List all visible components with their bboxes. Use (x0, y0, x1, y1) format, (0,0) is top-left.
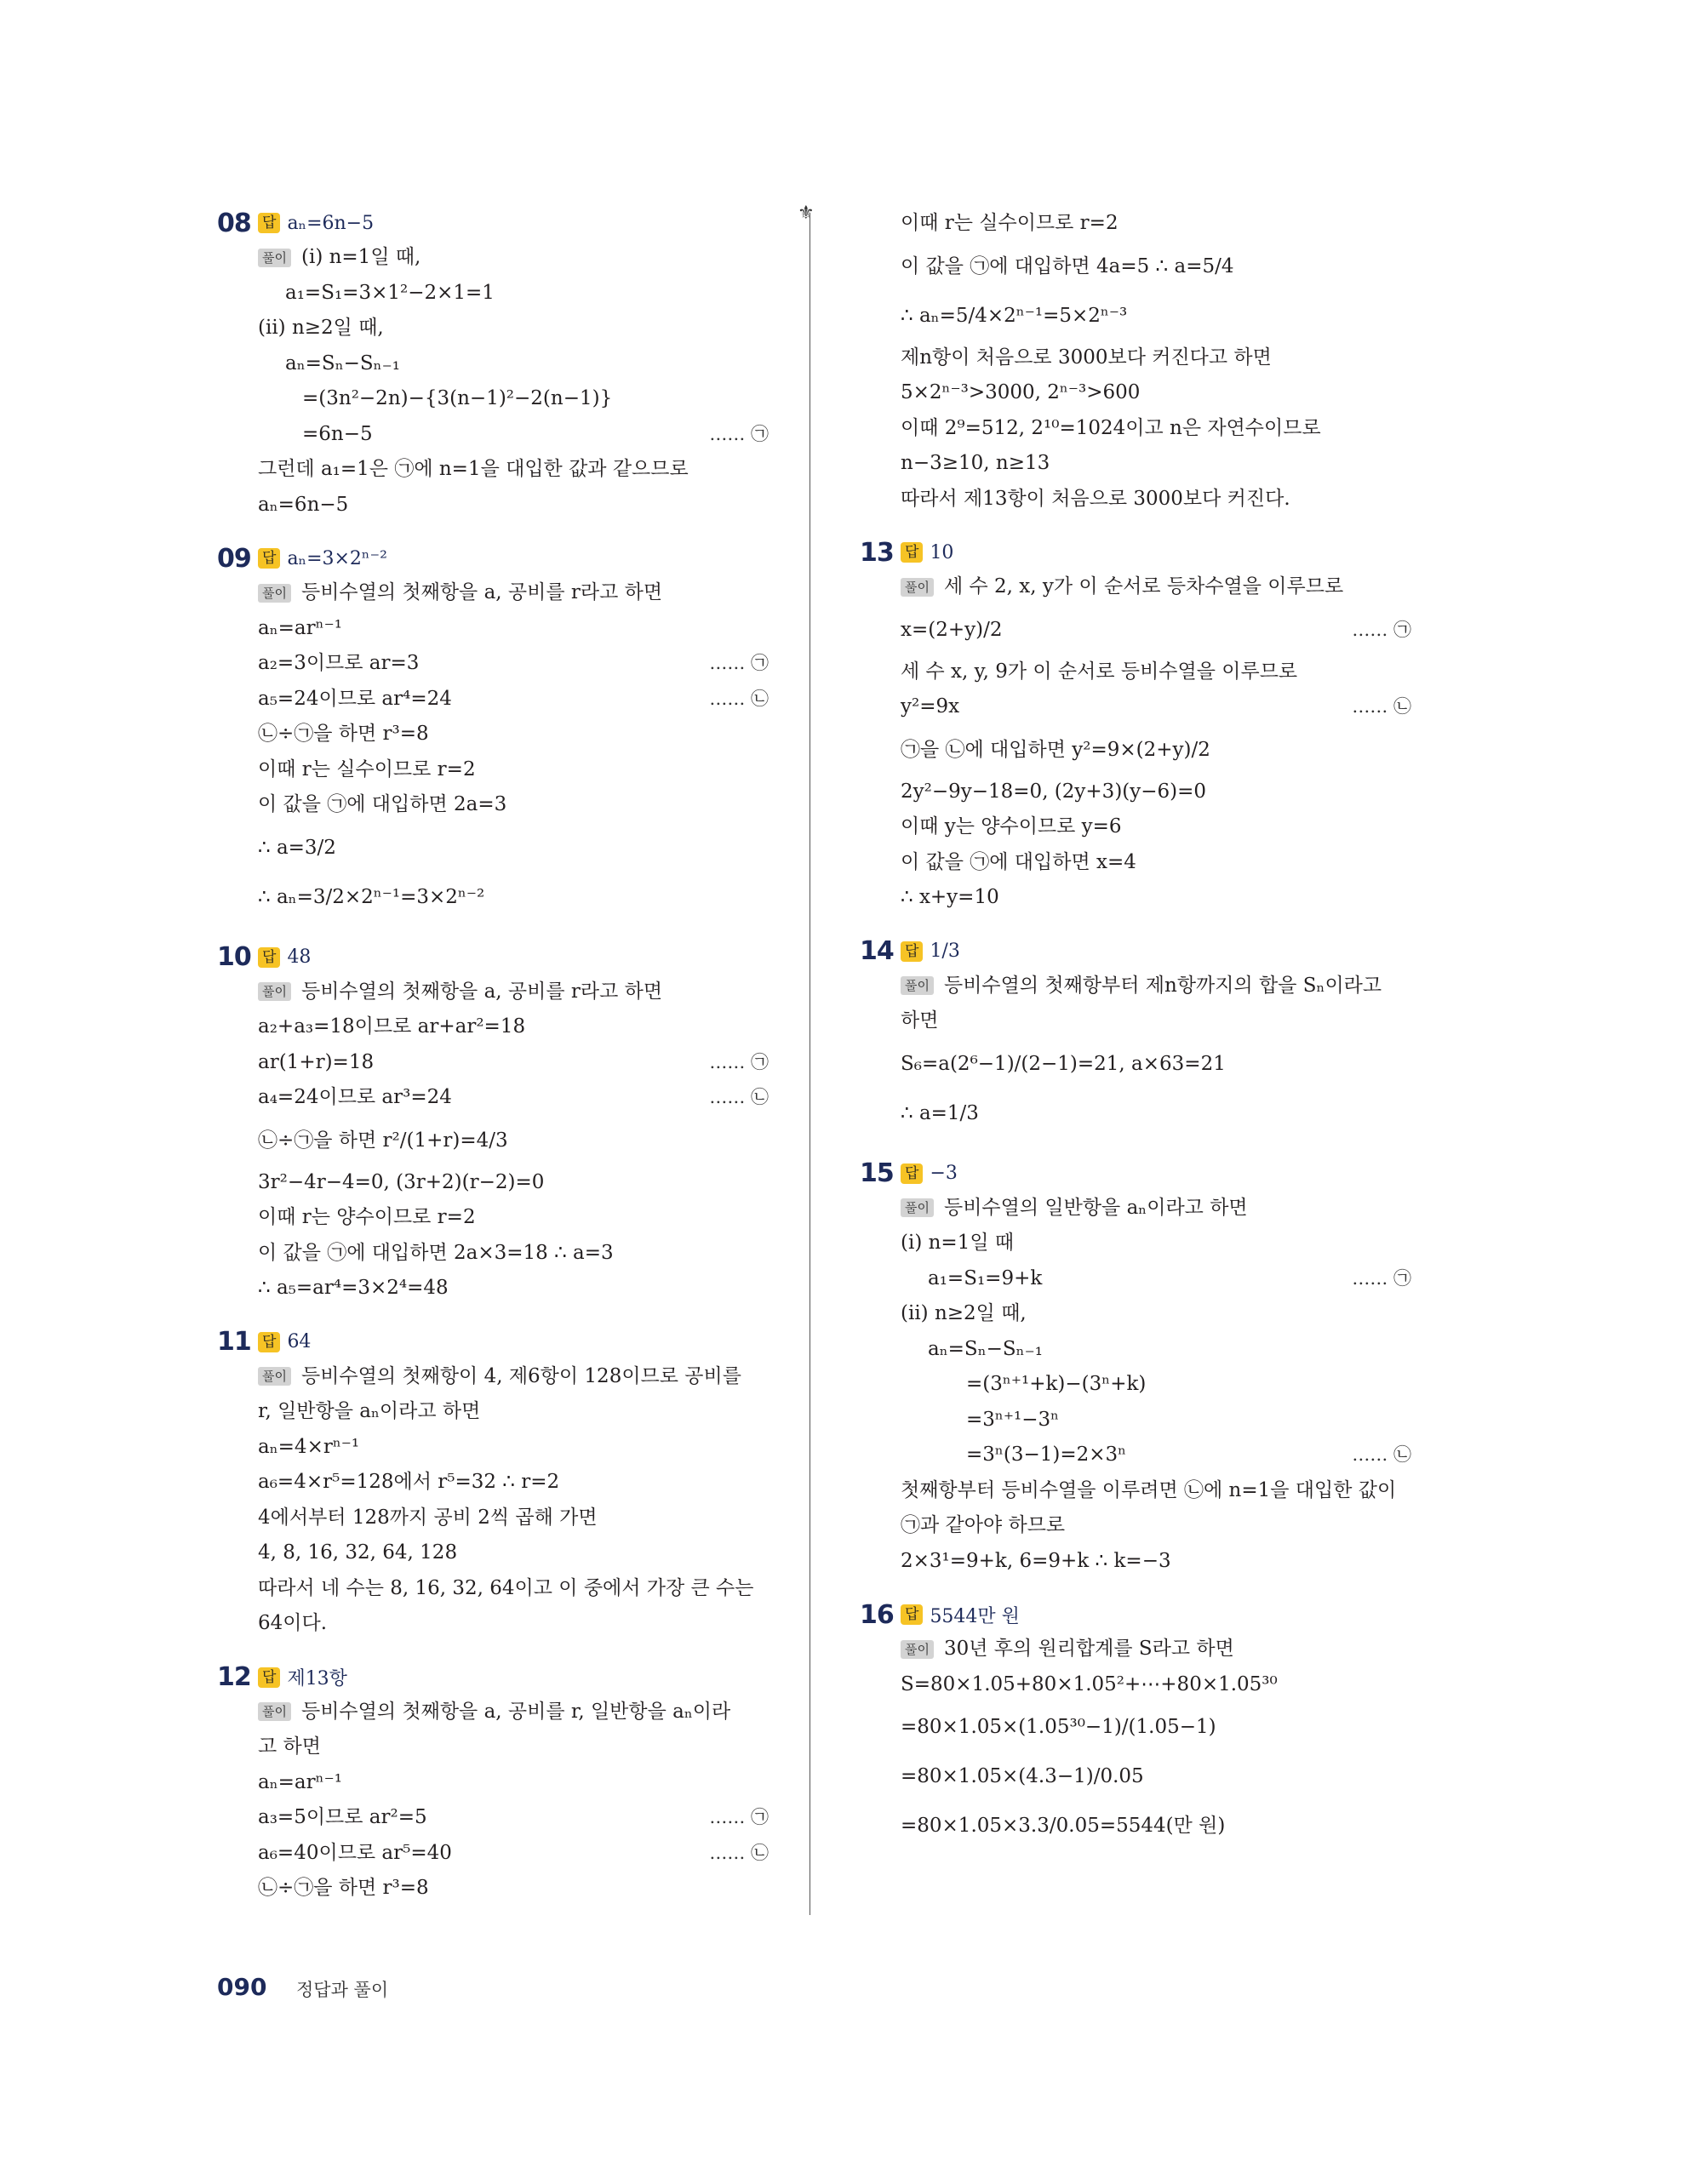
line-text: a₆=40이므로 ar⁵=40 (258, 1841, 452, 1864)
line-text: a₂+a₃=18이므로 ar+ar²=18 (258, 1015, 526, 1038)
equation-marker: …… ㉠ (709, 1807, 769, 1827)
solution-line (860, 1473, 1405, 1509)
line-text: (ⅱ) n≥2일 때, (258, 317, 384, 339)
solution-line (217, 1465, 762, 1501)
solution-line (860, 1261, 1411, 1297)
line-text: 제n항이 처음으로 3000보다 커진다고 하면 (901, 346, 1272, 369)
solution-line (860, 569, 1405, 605)
solution-badge: 풀이 (901, 578, 934, 597)
page-number: 090 (217, 1973, 267, 2001)
solution-line (860, 206, 1405, 242)
answer-value: 64 (287, 1331, 312, 1352)
line-text: 이때 r는 실수이므로 r=2 (901, 212, 1118, 234)
solution-line (860, 689, 1411, 725)
solution-line (217, 1430, 762, 1466)
line-text: aₙ=6n−5 (258, 493, 349, 516)
line-text: a₆=4×r⁵=128에서 r⁵=32 ∴ r=2 (258, 1471, 560, 1493)
solution-line (217, 1080, 769, 1116)
line-text: 이 값을 ㉠에 대입하면 4a=5 ∴ a=5/4 (901, 254, 1234, 277)
problem-15 (860, 1157, 1411, 1580)
line-text: ar(1+r)=18 (258, 1050, 375, 1073)
solution-line (217, 488, 762, 523)
solution-badge: 풀이 (901, 1640, 934, 1659)
problem-number: 14 (860, 936, 894, 966)
solution-line (860, 1438, 1411, 1473)
solution-line (217, 381, 762, 417)
solution-line (217, 346, 762, 382)
line-text: 등비수열의 일반항을 aₙ이라고 하면 (943, 1196, 1248, 1219)
solution-line (217, 1359, 762, 1395)
equation-marker: …… ㉠ (1352, 619, 1411, 640)
problem-14 (860, 935, 1405, 1138)
equation-marker: …… ㉡ (709, 688, 769, 709)
line-text: =3ⁿ(3−1)=2×3ⁿ (966, 1444, 1127, 1466)
problem-11 (217, 1325, 762, 1642)
solution-line (860, 1752, 1405, 1801)
line-text: =6n−5 (302, 422, 373, 445)
line-text: ㉡÷㉠을 하면 r³=8 (258, 723, 429, 745)
line-text: aₙ=Sₙ−Sₙ₋₁ (285, 352, 400, 374)
solution-badge: 풀이 (258, 249, 291, 267)
problem-header (217, 940, 762, 975)
line-text: 이때 y는 양수이므로 y=6 (901, 815, 1122, 838)
solution-line (217, 1800, 769, 1836)
line-text: 그런데 a₁=1은 ㉠에 n=1을 대입한 값과 같으므로 (258, 458, 689, 480)
solution-line (860, 775, 1405, 810)
answer-badge: 답 (901, 941, 923, 962)
line-text: 이 값을 ㉠에 대입하면 2a=3 (258, 793, 507, 815)
solution-line (860, 1367, 1405, 1403)
solution-line (860, 605, 1411, 655)
solution-line (860, 1544, 1405, 1580)
solution-line (217, 240, 762, 276)
solution-line (217, 276, 762, 312)
line-text: a₃=5이므로 ar²=5 (258, 1806, 427, 1828)
solution-line (217, 752, 762, 788)
solution-badge: 풀이 (258, 584, 291, 603)
problem-header (860, 535, 1405, 569)
solution-line (217, 682, 769, 718)
line-text: 4, 8, 16, 32, 64, 128 (258, 1541, 458, 1564)
solution-line (860, 1089, 1405, 1138)
line-text: =3ⁿ⁺¹−3ⁿ (966, 1408, 1060, 1431)
problem-number: 08 (217, 208, 251, 238)
line-text: ㉠과 같아야 하므로 (901, 1514, 1066, 1536)
answer-badge: 답 (901, 1163, 923, 1184)
solution-line (860, 969, 1405, 1004)
line-text: a₅=24이므로 ar⁴=24 (258, 687, 452, 710)
solution-line (217, 1165, 762, 1201)
line-text: 등비수열의 첫째항부터 제n항까지의 합을 Sₙ이라고 (943, 974, 1382, 997)
problem-header (860, 1157, 1405, 1191)
line-text: y²=9x (901, 695, 960, 718)
solution-line (860, 1801, 1405, 1850)
line-text: 따라서 제13항이 처음으로 3000보다 커진다. (901, 487, 1290, 510)
answer-value: −3 (930, 1163, 958, 1184)
solution-line (860, 1226, 1405, 1261)
line-text: 하면 (901, 1009, 939, 1032)
problem-13 (860, 535, 1411, 916)
line-text: 세 수 2, x, y가 이 순서로 등차수열을 이루므로 (943, 575, 1344, 597)
solution-line (217, 1871, 762, 1907)
solution-line (860, 809, 1405, 845)
answer-badge: 답 (901, 1604, 923, 1625)
answer-value: 10 (930, 541, 954, 563)
footer-title: 정답과 풀이 (296, 1980, 389, 2000)
solution-line (860, 1403, 1405, 1438)
line-text: aₙ=arⁿ⁻¹ (258, 1770, 342, 1793)
equation-marker: …… ㉠ (709, 1051, 769, 1072)
line-text: 이때 r는 실수이므로 r=2 (258, 758, 476, 780)
problem-number: 10 (217, 942, 251, 972)
line-text: ∴ x+y=10 (901, 886, 999, 908)
solution-line (217, 1695, 762, 1730)
line-text: aₙ=Sₙ−Sₙ₋₁ (928, 1337, 1043, 1360)
line-text: 따라서 네 수는 8, 16, 32, 64이고 이 중에서 가장 큰 수는 (258, 1576, 754, 1599)
line-text: n−3≥10, n≥13 (901, 452, 1050, 474)
solution-line (860, 1039, 1405, 1089)
solution-line (217, 1009, 762, 1045)
problem-10 (217, 940, 769, 1306)
solution-line (217, 575, 762, 611)
line-text: =80×1.05×(1.05³⁰−1)/(1.05−1) (901, 1716, 1216, 1738)
line-text: ㉡÷㉠을 하면 r²/(1+r)=4/3 (258, 1129, 508, 1152)
line-text: r, 일반항을 aₙ이라고 하면 (258, 1400, 481, 1422)
line-text: ㉠을 ㉡에 대입하면 y²=9×(2+y)/2 (901, 738, 1210, 761)
problem-header (217, 206, 762, 240)
answer-badge: 답 (258, 947, 280, 968)
equation-marker: …… ㉠ (1352, 1267, 1411, 1289)
line-text: 이때 2⁹=512, 2¹⁰=1024이고 n은 자연수이므로 (901, 416, 1321, 439)
solution-line (217, 1729, 762, 1765)
solution-line (860, 880, 1405, 916)
equation-marker: …… ㉠ (709, 423, 769, 444)
problem-header (217, 1661, 762, 1695)
line-text: 등비수열의 첫째항을 a, 공비를 r라고 하면 (300, 581, 663, 603)
solution-line (860, 1702, 1405, 1752)
solution-line (217, 787, 762, 823)
line-text: 세 수 x, y, 9가 이 순서로 등비수열을 이루므로 (901, 660, 1298, 683)
solution-line (217, 1535, 762, 1571)
line-text: S₆=a(2⁶−1)/(2−1)=21, a×63=21 (901, 1052, 1226, 1075)
line-text: 첫째항부터 등비수열을 이루려면 ㉡에 n=1을 대입한 값이 (901, 1478, 1397, 1501)
solution-line (860, 845, 1405, 881)
solution-line (217, 872, 762, 922)
solution-line (860, 1296, 1405, 1332)
problem-cont (860, 206, 1405, 517)
solution-line (217, 1045, 769, 1081)
equation-marker: …… ㉡ (709, 1842, 769, 1863)
line-text: =(3ⁿ⁺¹+k)−(3ⁿ+k) (966, 1373, 1147, 1395)
line-text: =80×1.05×3.3/0.05=5544(만 원) (901, 1815, 1226, 1837)
solution-badge: 풀이 (901, 1198, 934, 1217)
line-text: 5×2ⁿ⁻³>3000, 2ⁿ⁻³>600 (901, 381, 1141, 403)
line-text: (ⅰ) n=1일 때 (901, 1232, 1015, 1254)
line-text: 3r²−4r−4=0, (3r+2)(r−2)=0 (258, 1170, 545, 1193)
solution-badge: 풀이 (258, 1702, 291, 1721)
solution-line (860, 482, 1405, 517)
line-text: S=80×1.05+80×1.05²+⋯+80×1.05³⁰ (901, 1672, 1278, 1695)
solution-line (217, 975, 762, 1010)
solution-badge: 풀이 (258, 982, 291, 1001)
line-text: 30년 후의 원리합계를 S라고 하면 (943, 1638, 1234, 1660)
line-text: 등비수열의 첫째항이 4, 제6항이 128이므로 공비를 (300, 1364, 741, 1387)
problem-16 (860, 1598, 1405, 1850)
solution-line (217, 1606, 762, 1642)
solution-line (860, 1003, 1405, 1039)
line-text: =80×1.05×(4.3−1)/0.05 (901, 1765, 1144, 1787)
line-text: a₁=S₁=3×1²−2×1=1 (285, 281, 495, 304)
line-text: 이 값을 ㉠에 대입하면 2a×3=18 ∴ a=3 (258, 1241, 614, 1264)
solution-line (217, 1501, 762, 1536)
solution-line (217, 311, 762, 346)
solution-line (860, 291, 1405, 340)
problem-number: 13 (860, 537, 894, 568)
problem-09 (217, 541, 769, 922)
answer-value: 1/3 (930, 940, 960, 962)
equation-marker: …… ㉡ (709, 1087, 769, 1107)
line-text: 이 값을 ㉠에 대입하면 x=4 (901, 850, 1136, 873)
solution-line (217, 1571, 762, 1607)
problem-header (217, 541, 762, 575)
solution-line (217, 452, 762, 488)
line-text: 이때 r는 양수이므로 r=2 (258, 1206, 476, 1228)
solution-line (217, 1765, 762, 1801)
solution-line (217, 1271, 762, 1306)
solution-line (860, 242, 1405, 291)
solution-line (217, 646, 769, 682)
solution-line (217, 611, 762, 647)
line-text: 2y²−9y−18=0, (2y+3)(y−6)=0 (901, 780, 1207, 803)
solution-line (217, 1200, 762, 1236)
problem-number: 12 (217, 1662, 251, 1692)
problem-header (860, 935, 1405, 969)
solution-line (217, 1394, 762, 1430)
problem-header (860, 1598, 1405, 1632)
solution-badge: 풀이 (901, 976, 934, 995)
line-text: a₂=3이므로 ar=3 (258, 652, 420, 674)
line-text: 등비수열의 첫째항을 a, 공비를 r라고 하면 (300, 980, 663, 1003)
answer-value: 5544만 원 (930, 1605, 1020, 1627)
line-text: a₁=S₁=9+k (928, 1266, 1043, 1289)
problem-12 (217, 1661, 769, 1907)
line-text: x=(2+y)/2 (901, 618, 1003, 641)
solution-line (860, 1508, 1405, 1544)
solution-line (860, 446, 1405, 482)
answer-badge: 답 (258, 213, 280, 233)
line-text: ㉡÷㉠을 하면 r³=8 (258, 1877, 429, 1899)
answer-value: aₙ=6n−5 (287, 212, 375, 234)
solution-line (860, 1632, 1405, 1667)
solution-line (860, 411, 1405, 447)
line-text: (ⅰ) n=1일 때, (300, 246, 421, 268)
solution-line (217, 717, 762, 752)
line-text: a₄=24이므로 ar³=24 (258, 1086, 452, 1108)
solution-line (217, 1236, 762, 1272)
line-text: 등비수열의 첫째항을 a, 공비를 r, 일반항을 aₙ이라 (300, 1700, 731, 1723)
line-text: ∴ a=3/2 (258, 836, 336, 859)
line-text: 4에서부터 128까지 공비 2씩 곱해 가면 (258, 1506, 598, 1529)
solution-line (860, 375, 1405, 411)
solution-line (217, 823, 762, 872)
line-text: (ⅱ) n≥2일 때, (901, 1302, 1027, 1324)
line-text: 2×3¹=9+k, 6=9+k ∴ k=−3 (901, 1549, 1171, 1572)
equation-marker: …… ㉠ (709, 653, 769, 673)
answer-badge: 답 (258, 1667, 280, 1688)
line-text: aₙ=arⁿ⁻¹ (258, 616, 342, 639)
solution-line (860, 655, 1405, 690)
answer-value: 제13항 (287, 1668, 347, 1689)
line-text: =(3n²−2n)−{3(n−1)²−2(n−1)} (302, 387, 613, 409)
equation-marker: …… ㉡ (1352, 1444, 1411, 1465)
problem-header (217, 1325, 762, 1359)
solution-line (217, 417, 769, 453)
answer-value: 48 (287, 946, 312, 968)
problem-08 (217, 206, 769, 523)
right-column (860, 206, 1411, 1869)
line-text: ∴ a=1/3 (901, 1101, 979, 1124)
answer-badge: 답 (901, 542, 923, 563)
divider-ornament: ⚜ (798, 203, 815, 224)
solution-line (217, 1836, 769, 1872)
problem-number: 09 (217, 543, 251, 574)
line-text: ∴ aₙ=5/4×2ⁿ⁻¹=5×2ⁿ⁻³ (901, 304, 1128, 327)
line-text: ∴ a₅=ar⁴=3×2⁴=48 (258, 1277, 449, 1299)
line-text: 64이다. (258, 1612, 328, 1634)
left-column (217, 206, 769, 1925)
answer-badge: 답 (258, 548, 280, 569)
solution-line (860, 725, 1405, 775)
line-text: aₙ=4×rⁿ⁻¹ (258, 1435, 360, 1458)
equation-marker: …… ㉡ (1352, 696, 1411, 717)
problem-number: 15 (860, 1158, 894, 1188)
line-text: 고 하면 (258, 1735, 321, 1758)
solution-line (860, 1191, 1405, 1226)
answer-badge: 답 (258, 1332, 280, 1352)
answer-value: aₙ=3×2ⁿ⁻² (287, 547, 387, 569)
solution-line (860, 1667, 1405, 1703)
line-text: ∴ aₙ=3/2×2ⁿ⁻¹=3×2ⁿ⁻² (258, 885, 485, 908)
problem-number: 11 (217, 1327, 251, 1357)
problem-number: 16 (860, 1599, 894, 1630)
solution-badge: 풀이 (258, 1367, 291, 1386)
solution-line (860, 1332, 1405, 1368)
solution-line (217, 1116, 762, 1165)
solution-line (860, 340, 1405, 376)
